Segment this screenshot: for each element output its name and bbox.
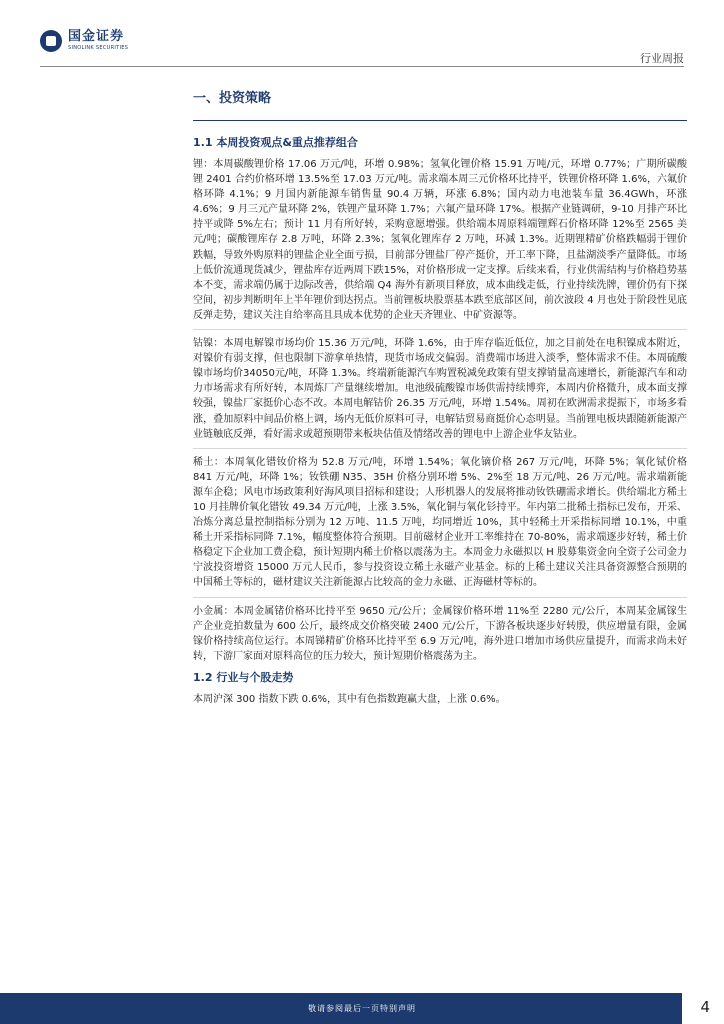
header-divider (40, 66, 684, 67)
paragraph-minor-metals: 小金属：本周金属锗价格环比持平至 9650 元/公斤；金属镓价格环增 11%至 2280 元/公斤，本周某金属镓生产企业竞拍数量为 600 公斤，最终成交价格突破 2400 元/公斤，下游各板块逐步好转殷，供应增量有限，金属镓价格持续高位运行。本周锑精矿价格环比持平至 6.9 万元/吨，海外进口增加市场供应量提升，而需求尚未好转，下游厂家面对原料高位的压力较大，预计短期价格震荡为主。 (193, 605, 687, 662)
document-type: 行业周报 (640, 52, 684, 65)
page-number: 4 (700, 998, 710, 1016)
paragraph-market-trend: 本周沪深 300 指数下跌 0.6%，其中有色指数跑赢大盘，上涨 0.6%。 (193, 693, 506, 705)
section-title-divider (193, 120, 687, 121)
subsection-title-1: 1.1 本周投资观点&重点推荐组合 (193, 136, 358, 149)
subsection-title-2: 1.2 行业与个股走势 (193, 670, 294, 684)
logo-icon (40, 30, 62, 52)
paragraph-divider (193, 597, 687, 598)
paragraph-divider (193, 448, 687, 449)
paragraph-rare-earth: 稀土：本周氧化镨钕价格为 52.8 万元/吨，环增 1.54%；氧化镝价格 267 万元/吨，环降 5%；氧化铽价格 841 万元/吨，环降 1%；钕铁硼 N35、35H 价格分别环增 5%、2%至 18 万元/吨、26 万元/吨。需求端新能源车企稳；风电市场政策利好海风项目招标和建设；人形机器人的发展将推动钕铁硼需求增长。供给端北方稀土 10 月挂牌价氧化镨钕 49.34 万元/吨，上涨 3.5%，氧化铜与氧化钐持平。年内第二批稀土指标已发布，开采、冶炼分离总量控制指标分别为 12 万吨、11.5 万吨，均同增近 10%，其中轻稀土开采指标同增 10.1%，中重稀土开采指标同降 7.1%，幅度整体符合预期。目前磁材企业开工率维持在 70-80%，需求端逐步好转，稀土价格稳定下企业加工费企稳，预计短期内稀土价格以震荡为主。本周金力永磁拟以 H 股募集资金向全资子公司金力宁波投资增资 15000 万元人民币，参与投资设立稀土永磁产业基金。标的上稀土建议关注具备资源整合预期的中国稀土等标的，磁材建议关注新能源占比较高的金力永磁、正海磁材等标的。 (193, 456, 687, 589)
paragraph-cobalt-nickel: 钴镍：本周电解镍市场均价 15.36 万元/吨，环降 1.6%，由于库存临近低位，加之目前处在电积镍成本附近，对镍价有弱支撑，但也限制下游拿单热情，现货市场成交偏弱。消费端市场进入淡季，整体需求不佳。本周硫酸镍市场均价34050元/吨，环降 1.3%。终端新能源汽车购置税减免政策有望支撑销量高速增长，新能源汽车和动力市场需求有所好转，本周炼厂产量继续增加。电池级硫酸镍市场供需持续博弈，本周内价格微升，成本面支撑较强，镍盐厂家挺价心态不改。本周电解钴价 26.35 万元/吨，环增 1.54%。周初在欧洲需求提振下，市场多看涨，叠加原料中间品价格上调，场内无低价原料可寻，电解钴贸易商挺价心态明显。当前锂电板块跟随新能源产业链触底反弹，看好需求或超预期带来板块估值及情绪改善的锂电中上游企业华友钴业。 (193, 338, 687, 440)
main-content (193, 88, 687, 713)
paragraph-divider (193, 329, 687, 330)
paragraph-lithium: 锂：本周碳酸锂价格 17.06 万元/吨，环增 0.98%；氢氧化锂价格 15.91 万吨/元，环增 0.77%；广期所碳酸锂 2401 合约价格环增 13.5%至 17.03 万元/吨。需求端本周三元价格环比持平，铁锂价格环降 1.6%，六氟价格环降 4.1%；9 月国内新能源车销售量 90.4 万辆，环涨 6.8%；国内动力电池装车量 36.4GWh，环涨 4.6%；9 月三元产量环降 2%，铁锂产量环降 1.7%；六氟产量环降 17%。根据产业链调研，9-10 月排产环比持平或降 5%左右；预计 11 月有所好转，采购意愿增强。供给端本周原料端锂辉石价格环降 12%至 2565 美元/吨；碳酸锂库存 2.8 万吨，环降 2.3%；氢氧化锂库存 2 万吨，环减 1.3%。近期锂精矿价格跌幅弱于锂价跌幅，导致外购原料的锂盐企业全面亏损，目前部分锂盐厂停产挺价，开工率下降，且盐湖淡季产量降低。市场上低价流通现货减少，锂盐库存近两周下跌15%，对价格形成一定支撑。后续来看，行业供需结构与价格趋势基本不变，需求端仍属于边际改善，供给端 Q4 海外有新项目释放，成本曲线走低，行业持续洗牌，锂价仍有下探空间，初步判断明年上半年锂价到达拐点。当前锂板块股票基本跌至底部区间，前次波段 4 月也处于阶段性见底反弹走势，建议关注自给率高且具成本优势的企业天齐锂业、中矿资源等。 (193, 159, 687, 321)
company-logo (40, 30, 128, 52)
logo-name-cn: 国金证券 (68, 29, 125, 44)
footer-disclaimer: 敬请参阅最后一页特别声明 (308, 1004, 416, 1013)
logo-name-en: SINOLINK SECURITIES (68, 45, 129, 51)
section-title: 一、投资策略 (193, 91, 272, 106)
page-header (0, 0, 724, 70)
